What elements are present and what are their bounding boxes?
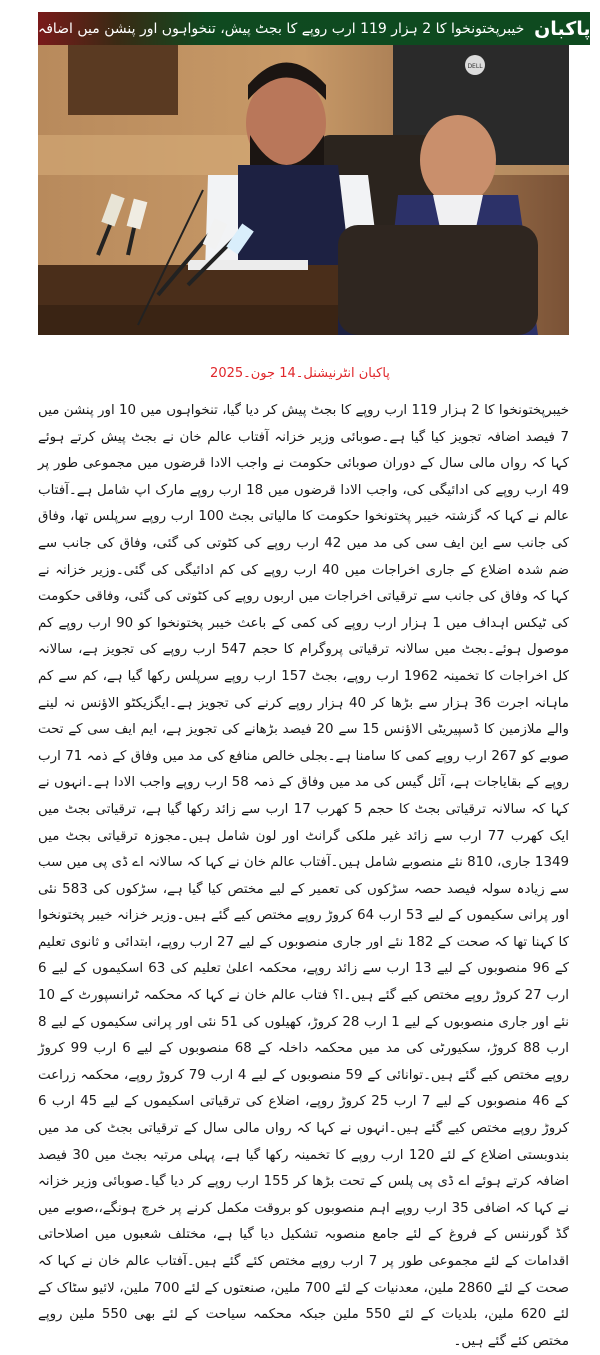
logo (534, 12, 590, 45)
monitor-brand: DELL (467, 63, 483, 70)
headline: خیبرپختونخوا کا 2 ہزار 119 ارب روپے کا بجٹ پیش، تنخواہوں اور پنشن میں اضافہ (38, 20, 525, 37)
news-photo (38, 45, 569, 335)
wood-panel (68, 45, 178, 115)
photo-assembly-scene (38, 45, 569, 335)
dateline: پاکبان انٹرنیشنل۔14 جون۔2025 (210, 366, 390, 381)
article-body (38, 398, 569, 1355)
front-chair (338, 225, 538, 335)
podium-front (38, 305, 338, 335)
masthead-banner (38, 12, 591, 45)
article-paragraph: خیبرپختونخوا کا 2 ہزار 119 ارب روپے کا بجٹ پیش کر دیا گیا، تنخواہوں میں 10 اور پنشن میں 7 فیصد اضافہ تجویز کیا گیا ہے۔صوبائی وزیر خزانہ آفتاب عالم خان نے بجٹ پیش کرتے ہوئے کہا کہ رواں مالی سال کے دوران صوبائی حکومت نے واجب الادا قرضوں میں مجموعی طور پر 49 ارب روپے کی ادائیگی کی، واجب الادا قرضوں میں 18 ارب روپے مارک اپ شامل ہے۔آفتاب عالم نے کہا کہ گزشتہ خیبر پختونخوا حکومت کا مالیاتی بجٹ 100 ارب روپے سرپلس تھا، وفاق کی جانب سے این ایف سی کی مد میں 42 ارب روپے کی کٹوتی کی گئی، وفاق کی جانب سے ضم شدہ اضلاع کے جاری اخراجات میں 40 ارب روپے کی کم ادائیگی کی گئی۔وزیر خزانہ نے کہا کہ وفاق کی جانب سے ترقیاتی اخراجات میں اربوں روپے کی کٹوتی کی گئی، وفاقی حکومت کی ٹیکس اہداف میں 1 ہزار ارب روپے کی کمی کے باعث خیبر پختونخوا کو 90 ارب روپے کم موصول ہوئے۔بجٹ میں سالانہ ترقیاتی پروگرام کا حجم 547 ارب روپے کی تجویز ہے، سالانہ کل اخراجات کا تخمینہ 1962 ارب روپے، بجٹ 157 ارب روپے سرپلس رکھا گیا ہے، کم سے کم ماہانہ اجرت 36 ہزار سے بڑھا کر 40 ہزار روپے کرنے کی تجویز ہے۔ایگزیکٹو الاؤنس نہ لینے والے ملازمین کا ڈسپیریٹی الاؤنس 15 سے 20 فیصد بڑھانے کی تجویز ہے، ایم ایف سی کے تحت صوبے کو 267 ارب روپے کمی کا سامنا ہے۔بجلی خالص منافع کی مد میں وفاق کے ذمہ 71 ارب روپے کے بقایاجات ہے، آئل گیس کی مد میں وفاق کے ذمہ 58 ارب روپے واجب الادا ہے۔انہوں نے کہا کہ سالانہ ترقیاتی بجٹ کا حجم 5 کھرب 17 ارب سے زائد رکھا گیا ہے، ترقیاتی بجٹ میں ایک کھرب 77 ارب سے زائد غیر ملکی گرانٹ اور لون شامل ہیں۔مجوزہ ترقیاتی بجٹ میں 1349 جاری، 810 نئے منصوبے شامل ہیں۔آفتاب عالم خان نے کہا کہ سالانہ اے ڈی پی میں سب سے زیادہ سولہ فیصد حصہ سڑکوں کی تعمیر کے لیے مختص کیا گیا ہے، سڑکوں کی 583 نئی اور پرانی سکیموں کے لیے 53 ارب 64 کروڑ روپے مختص کیے گئے ہیں۔وزیر خزانہ خیبر پختونخوا کا کہنا تھا کہ صحت کے 182 نئے اور جاری منصوبوں کے لیے 27 ارب روپے، ابتدائی و ثانوی تعلیم کے 96 منصوبوں کے لیے 13 ارب سے زائد روپے، محکمہ اعلیٰ تعلیم کی 63 اسکیموں کے لیے 6 ارب 27 کروڑ روپے مختص کیے گئے ہیں۔ا؟ فتاب عالم خان نے کہا کہ محکمہ ٹرانسپورٹ کے 10 نئے اور جاری منصوبوں کے لیے 1 ارب 28 کروڑ، کھیلوں کی 51 نئی اور پرانی سکیموں کے لیے 8 ارب 88 کروڑ، سکیورٹی کی مد میں محکمہ داخلہ کے 68 منصوبوں کے لیے 6 ارب 99 کروڑ روپے مختص کیے گئے ہیں۔توانائی کے 59 منصوبوں کے لیے 4 ارب 79 کروڑ روپے، محکمہ زراعت کے 46 منصوبوں کے لیے 7 ارب 25 کروڑ روپے، اضلاع کی ترقیاتی اسکیموں کے لیے 45 ارب 6 کروڑ روپے مختص کیے گئے ہیں۔انہوں نے کہا کہ رواں مالی سال کے ترقیاتی بجٹ کی مد میں بندوبستی اضلاع کے لئے 120 ارب روپے کا تخمینہ رکھا گیا ہے، پہلی مرتبہ بجٹ میں 30 فیصد اضافہ کرتے ہوئے اے ڈی پی پلس کے تحت بڑھا کر 155 ارب روپے کر دیا گیا۔صوبائی وزیر خزانہ نے کہا کہ اضافی 35 ارب روپے اہم منصوبوں کو بروقت مکمل کرنے پر خرچ ہونگے،،صوبے میں گڈ گورننس کے فروغ کے لئے جامع منصوبہ تشکیل دیا گیا ہے، مختلف شعبوں میں اصلاحاتی اقدامات کے لئے مجموعی طور پر 7 ارب روپے مختص کئے گئے ہیں۔آفتاب عالم خان نے کہا کہ صحت کے لئے 2860 ملین، معدنیات کے لئے 700 ملین، صنعتوں کے لئے 700 ملین، لائیو سٹاک کے لئے 620 ملین، بلدیات کے لئے 550 ملین جبکہ محکمہ سیاحت کے لئے بھی 550 ملین روپے مختص کئے گئے ہیں۔ (38, 403, 570, 1349)
seated-man-face (420, 115, 496, 205)
headline-bar (38, 12, 534, 45)
logo-text: پاکبان (534, 17, 591, 40)
